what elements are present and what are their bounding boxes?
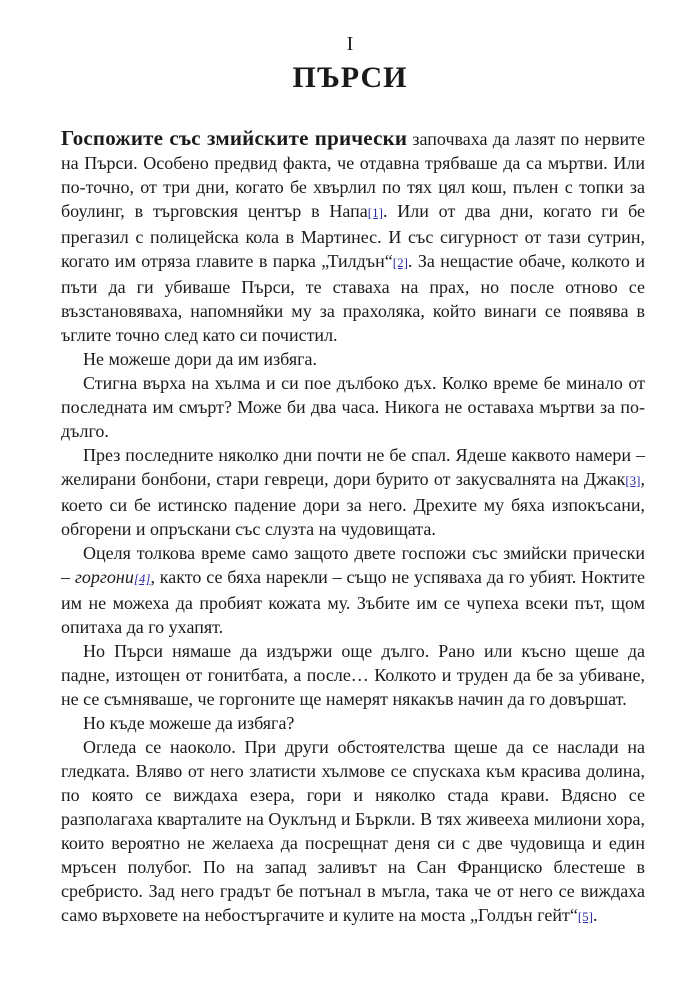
chapter-title: ПЪРСИ	[292, 61, 408, 94]
paragraph-1	[61, 126, 645, 347]
paragraph-text: . За нещастие обаче, колкото и пъти да ги убиваше Пърси, те ставаха на прах, но после отново се възстановяваха, напомняйки му за прахоляка, който винаги се появява в ъглите точно след като си почистил.	[61, 251, 645, 345]
paragraph-8	[61, 735, 645, 929]
paragraph-text: Огледа се наоколо. При други обстоятелства щеше да се наслади на гледката. Вляво от него златисти хълмове се спускаха към красива долина, по която се виждаха езера, гори и няколко стада крави. Вдясно се разполагаха кварталите на Оуклънд и Бъркли. В тях живееха милиони хора, които вероятно не желаеха да посрещнат деня си с две чудовища и един мръсен полубог. По на запад заливът на Сан Франциско блестеше в сребристо. Зад него градът бе потънал в мъгла, така че от него се виждаха само върховете на небостъргачите и кулите на моста „Голдън гейт“	[61, 737, 645, 925]
paragraph-6: Но Пърси нямаше да издържи още дълго. Рано или късно щеше да падне, изтощен от гонитбата, а после… Колкото и труден да бе за убиване, не се съмняваше, че горгоните ще намерят някакъв начин да го довършат.	[61, 641, 645, 709]
paragraph-5	[61, 541, 645, 639]
paragraph-text: , както се бяха нарекли – също не успяваха да го убият. Ноктите им не можеха да пробият кожата му. Зъбите им се чупеха всеки път, щом опитаха да го ухапят.	[61, 567, 646, 637]
paragraph-7: Но къде можеше да избяга?	[83, 713, 295, 733]
paragraph-text: , което си бе истинско падение дори за него. Дрехите му бяха изпокъсани, обгорени и опръскани със слузта на чудовищата.	[61, 469, 645, 539]
paragraph-text: Оцеля толкова време само защото двете госпожи със змийски прически –	[61, 543, 645, 587]
paragraph-text: През последните няколко дни почти не бе спал. Ядеше каквото намери – желирани бонбони, стари гевреци, дори бурито от закусвалнята на Джак	[61, 445, 645, 489]
chapter-number: I	[346, 33, 354, 55]
paragraph-2: Не можеше дори да им избяга.	[83, 349, 318, 369]
footnote-link-1[interactable]: [1]	[367, 205, 383, 220]
italic-term-gorgons: горгони	[74, 567, 134, 587]
footnote-link-3[interactable]: [3]	[625, 473, 641, 488]
paragraph-text: . Или от два дни, когато ги бе прегазил с полицейска кола в Мартинес. И със сигурност от тази сутрин, когато им отряза главите в парка „Тилдън“	[61, 201, 645, 271]
paragraph-text: започваха да лазят по нервите на Пърси. Особено предвид факта, че отдавна трябваше да са мъртви. Или по-точно, от три дни, когато бе хвърлил по тях цял кош, пълен с топки за боулинг, в търговския център в Напа	[61, 129, 646, 221]
paragraph-4	[61, 443, 645, 541]
footnote-link-2[interactable]: [2]	[392, 255, 408, 270]
footnote-link-5[interactable]: [5]	[577, 909, 593, 924]
paragraph-3: Стигна върха на хълма и си пое дълбоко дъх. Колко време бе минало от последната им смърт? Може би два часа. Никога не оставаха мъртви за по-дълго.	[61, 373, 645, 441]
paragraph-text: .	[593, 905, 598, 925]
footnote-link-4[interactable]: [4]	[133, 571, 151, 586]
chapter-body	[61, 120, 645, 929]
lead-in-phrase: Госпожите със змийските прически	[61, 126, 408, 150]
